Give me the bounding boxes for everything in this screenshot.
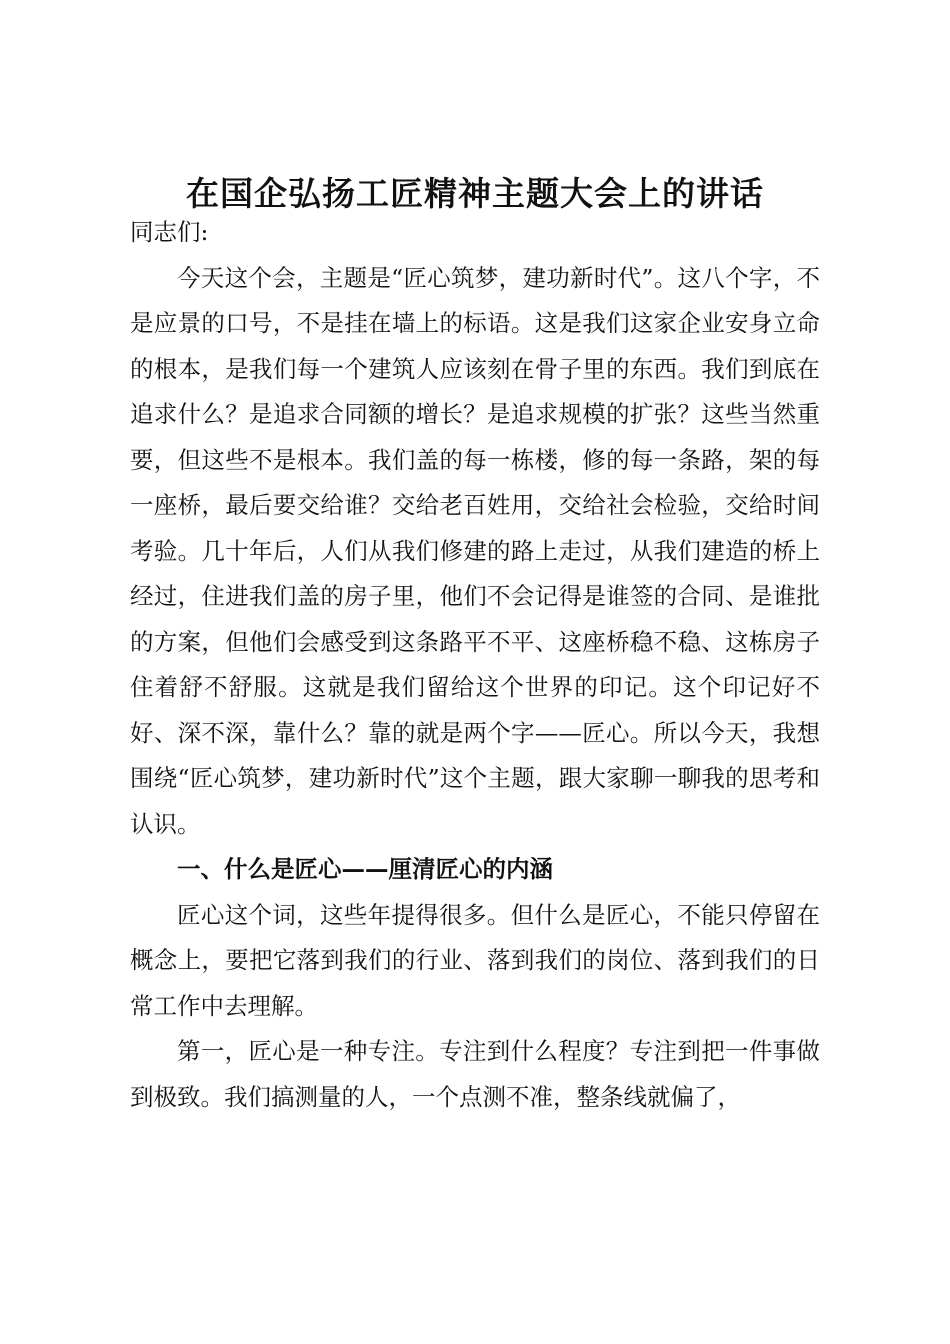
paragraph: 第一，匠心是一种专注。专注到什么程度？专注到把一件事做到极致。我们搞测量的人，一个点测不准，整条线就偏了， — [130, 1037, 820, 1111]
paragraph: 今天这个会，主题是“匠心筑梦，建功新时代”。这八个字，不是应景的口号，不是挂在墙上的标语。这是我们这家企业安身立命的根本，是我们每一个建筑人应该刻在骨子里的东西。我们到底在追求什么？是追求合同额的增长？是追求规模的扩张？这些当然重要，但这些不是根本。我们盖的每一栋楼，修的每一条路，架的每一座桥，最后要交给谁？交给老百姓用，交给社会检验，交给时间考验。几十年后，人们从我们修建的路上走过，从我们建造的桥上经过，住进我们盖的房子里，他们不会记得是谁签的合同、是谁批的方案，但他们会感受到这条路平不平、这座桥稳不稳、这栋房子住着舒不舒服。这就是我们留给这个世界的印记。这个印记好不好、深不深，靠什么？靠的就是两个字——匠心。所以今天，我想围绕“匠心筑梦，建功新时代”这个主题，跟大家聊一聊我的思考和认识。 — [130, 263, 820, 838]
paragraph: 匠心这个词，这些年提得很多。但什么是匠心，不能只停留在概念上，要把它落到我们的行业、落到我们的岗位、落到我们的日常工作中去理解。 — [130, 900, 820, 1020]
document-body — [130, 210, 820, 1120]
salutation: 同志们: — [130, 218, 209, 246]
page-title: 在国企弘扬工匠精神主题大会上的讲话 — [186, 174, 764, 213]
section-heading: 一、什么是匠心——厘清匠心的内涵 — [177, 855, 553, 883]
